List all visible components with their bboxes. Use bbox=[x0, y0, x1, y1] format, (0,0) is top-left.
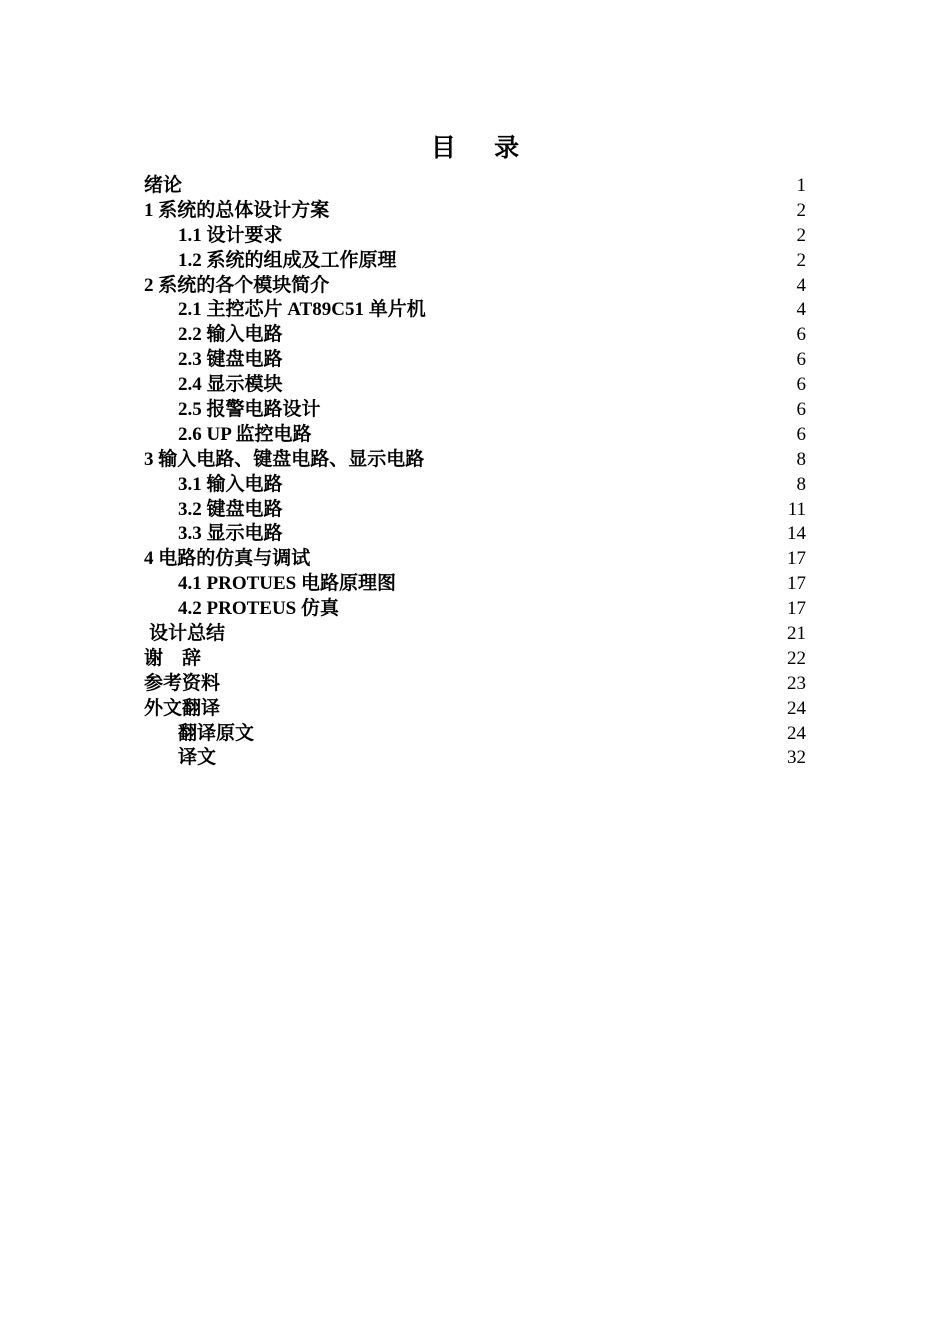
toc-entry-label: 2.3 键盘电路 bbox=[178, 349, 283, 371]
toc-entry-page: 8 bbox=[796, 448, 806, 470]
toc-entry[interactable] bbox=[144, 522, 806, 547]
toc-entry-page: 1 bbox=[796, 175, 806, 196]
toc-entry[interactable] bbox=[144, 547, 806, 572]
toc-entry-label: 1.2 系统的组成及工作原理 bbox=[178, 249, 397, 271]
toc-entry[interactable] bbox=[144, 298, 806, 323]
toc-entry[interactable] bbox=[144, 722, 806, 747]
toc-entry-page: 6 bbox=[796, 349, 806, 371]
toc-entry-page: 2 bbox=[796, 199, 806, 221]
toc-entry[interactable] bbox=[144, 697, 806, 722]
toc-entry-label: 设计总结 bbox=[149, 623, 226, 645]
toc-entry-page: 21 bbox=[787, 623, 806, 645]
toc-entry-label: 翻译原文 bbox=[178, 722, 255, 744]
toc-entry-page: 6 bbox=[796, 399, 806, 421]
toc-entry-label: 3 输入电路、键盘电路、显示电路 bbox=[144, 448, 425, 470]
toc-entry[interactable] bbox=[144, 323, 806, 348]
toc-entry-page: 24 bbox=[787, 697, 806, 719]
toc-entry-page: 14 bbox=[787, 523, 806, 545]
toc-entry-page: 6 bbox=[796, 423, 806, 445]
toc-entry-label: 4.2 PROTEUS 仿真 bbox=[178, 598, 339, 620]
toc-entry-page: 6 bbox=[796, 374, 806, 396]
toc-entry[interactable] bbox=[144, 423, 806, 448]
toc-entry-label: 参考资料 bbox=[144, 672, 221, 694]
toc-entry[interactable] bbox=[144, 249, 806, 274]
toc-entry-page: 17 bbox=[787, 598, 806, 620]
toc-entry-label: 2.4 显示模块 bbox=[178, 374, 283, 396]
toc-entry-label: 绪论 bbox=[144, 175, 183, 196]
toc-entry[interactable] bbox=[144, 398, 806, 423]
toc-entry[interactable] bbox=[144, 647, 806, 672]
toc-entry-label: 2.2 输入电路 bbox=[178, 324, 283, 346]
toc-entry-page: 8 bbox=[796, 473, 806, 495]
toc-entry[interactable] bbox=[144, 274, 806, 299]
toc-entry-page: 2 bbox=[796, 224, 806, 246]
toc-entry[interactable] bbox=[144, 622, 806, 647]
toc-entry-label: 3.2 键盘电路 bbox=[178, 498, 283, 520]
toc-entry-page: 4 bbox=[796, 299, 806, 321]
toc-entry[interactable] bbox=[144, 572, 806, 597]
toc-entry[interactable] bbox=[144, 597, 806, 622]
toc-entry-label: 2.5 报警电路设计 bbox=[178, 399, 321, 421]
toc-entry-page: 6 bbox=[796, 324, 806, 346]
toc-entry-page: 17 bbox=[787, 548, 806, 570]
toc-entry-page: 11 bbox=[787, 498, 806, 520]
toc-entry[interactable] bbox=[144, 373, 806, 398]
toc-entry-label: 谢 辞 bbox=[144, 647, 202, 669]
toc-entry[interactable] bbox=[144, 199, 806, 224]
toc-entry[interactable] bbox=[144, 448, 806, 473]
toc-entry-label: 1.1 设计要求 bbox=[178, 224, 283, 246]
toc-entry-label: 2 系统的各个模块简介 bbox=[144, 274, 330, 296]
toc-entry-page: 32 bbox=[787, 747, 806, 769]
toc-entry-label: 2.6 UP 监控电路 bbox=[178, 423, 312, 445]
toc-entry-page: 24 bbox=[787, 722, 806, 744]
toc-entry-page: 17 bbox=[787, 573, 806, 595]
toc-entry-page: 23 bbox=[787, 672, 806, 694]
toc-entry[interactable] bbox=[144, 348, 806, 373]
toc-entry-label: 外文翻译 bbox=[144, 697, 221, 719]
toc-entry-page: 22 bbox=[787, 647, 806, 669]
toc-entry-label: 4 电路的仿真与调试 bbox=[144, 548, 311, 570]
toc-entry[interactable] bbox=[144, 174, 806, 199]
toc-entry-page: 2 bbox=[796, 249, 806, 271]
toc-entry[interactable] bbox=[144, 473, 806, 498]
toc-entry[interactable] bbox=[144, 498, 806, 523]
toc-list bbox=[144, 174, 806, 771]
toc-entry-label: 4.1 PROTUES 电路原理图 bbox=[178, 573, 396, 595]
toc-entry-label: 3.1 输入电路 bbox=[178, 473, 283, 495]
toc-entry-label: 译文 bbox=[178, 747, 217, 769]
toc-title: 目 录 bbox=[430, 135, 536, 162]
toc-entry-label: 2.1 主控芯片 AT89C51 单片机 bbox=[178, 299, 426, 321]
toc-entry[interactable] bbox=[144, 224, 806, 249]
toc-entry-page: 4 bbox=[796, 274, 806, 296]
toc-entry-label: 3.3 显示电路 bbox=[178, 523, 283, 545]
toc-entry[interactable] bbox=[144, 746, 806, 771]
toc-entry-label: 1 系统的总体设计方案 bbox=[144, 199, 330, 221]
toc-entry[interactable] bbox=[144, 672, 806, 697]
